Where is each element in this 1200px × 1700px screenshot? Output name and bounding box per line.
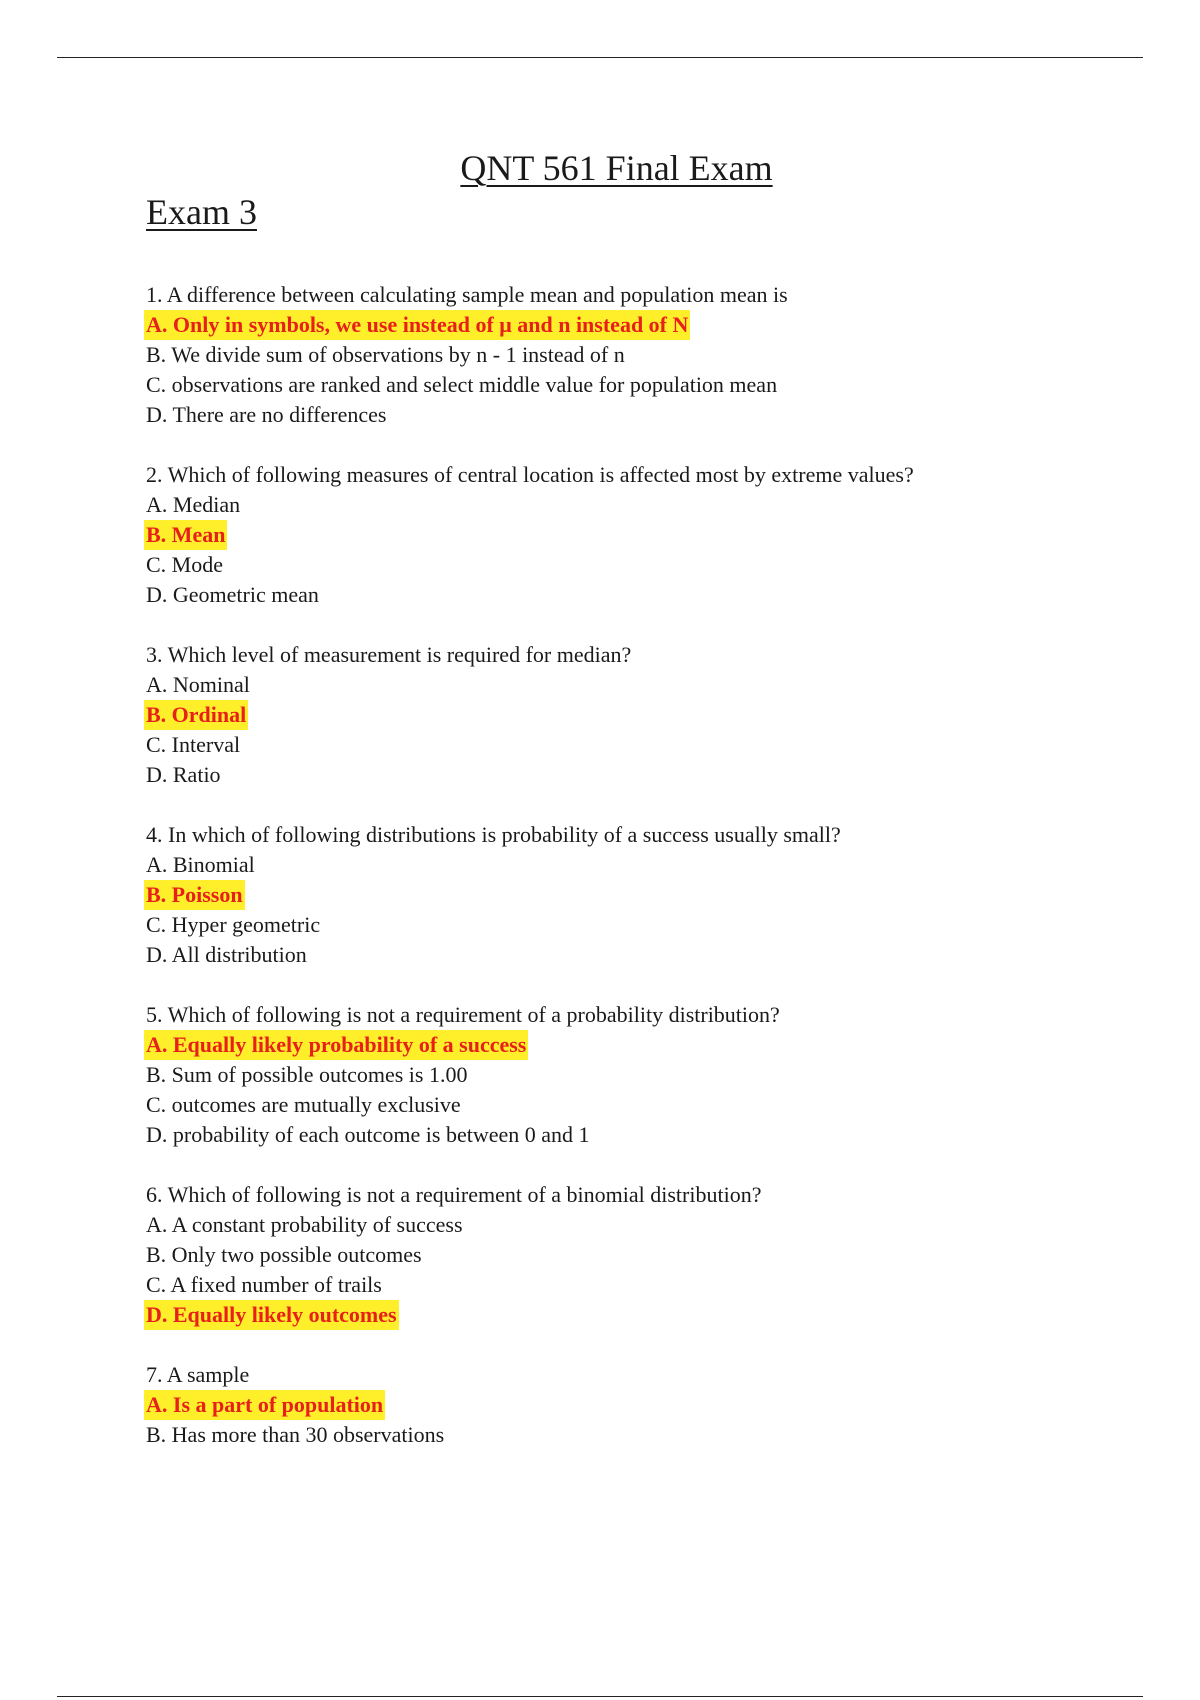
highlighted-answer-option: A. Equally likely probability of a success <box>144 1030 528 1060</box>
answer-option: B. We divide sum of observations by n - 1 instead of n <box>146 342 625 367</box>
question-block <box>146 1180 1146 1330</box>
answer-option: A. Median <box>146 492 241 517</box>
question-text: 6. Which of following is not a requirement of a binomial distribution? <box>146 1182 762 1207</box>
question-text: 7. A sample <box>146 1362 250 1387</box>
answer-option: C. Hyper geometric <box>146 912 321 937</box>
question-text: 4. In which of following distributions is probability of a success usually small? <box>146 822 841 847</box>
answer-option: D. probability of each outcome is between 0 and 1 <box>146 1122 590 1147</box>
answer-option: D. Ratio <box>146 762 221 787</box>
question-block <box>146 460 1146 610</box>
top-rule <box>57 57 1143 58</box>
highlighted-answer-option: B. Mean <box>144 520 227 550</box>
question-text: 5. Which of following is not a requirement of a probability distribution? <box>146 1002 780 1027</box>
answer-option: D. All distribution <box>146 942 307 967</box>
page-title <box>0 146 1200 190</box>
question-block <box>146 280 1146 430</box>
answer-option: A. A constant probability of success <box>146 1212 463 1237</box>
page-subtitle-text: Exam 3 <box>146 192 257 232</box>
answer-option: D. There are no differences <box>146 402 387 427</box>
question-text: 2. Which of following measures of central location is affected most by extreme values? <box>146 462 914 487</box>
question-block <box>146 1360 1146 1450</box>
answer-option: B. Sum of possible outcomes is 1.00 <box>146 1062 468 1087</box>
answer-option: A. Nominal <box>146 672 250 697</box>
question-block <box>146 640 1146 790</box>
question-text: 1. A difference between calculating sample mean and population mean is <box>146 282 788 307</box>
question-block <box>146 1000 1146 1150</box>
answer-option: C. observations are ranked and select middle value for population mean <box>146 372 778 397</box>
highlighted-answer-option: A. Only in symbols, we use instead of μ and n instead of N <box>144 310 690 340</box>
bottom-rule <box>57 1696 1143 1697</box>
question-list <box>146 280 1146 1480</box>
answer-option: C. Mode <box>146 552 223 577</box>
highlighted-answer-option: A. Is a part of population <box>144 1390 385 1420</box>
highlighted-answer-option: B. Poisson <box>144 880 245 910</box>
page-subtitle <box>146 190 257 234</box>
question-text: 3. Which level of measurement is required for median? <box>146 642 632 667</box>
answer-option: C. A fixed number of trails <box>146 1272 382 1297</box>
highlighted-answer-option: D. Equally likely outcomes <box>144 1300 399 1330</box>
answer-option: C. outcomes are mutually exclusive <box>146 1092 461 1117</box>
answer-option: A. Binomial <box>146 852 255 877</box>
answer-option: C. Interval <box>146 732 241 757</box>
answer-option: B. Has more than 30 observations <box>146 1422 445 1447</box>
page-title-text: QNT 561 Final Exam <box>460 148 773 188</box>
answer-option: B. Only two possible outcomes <box>146 1242 422 1267</box>
highlighted-answer-option: B. Ordinal <box>144 700 248 730</box>
answer-option: D. Geometric mean <box>146 582 319 607</box>
question-block <box>146 820 1146 970</box>
